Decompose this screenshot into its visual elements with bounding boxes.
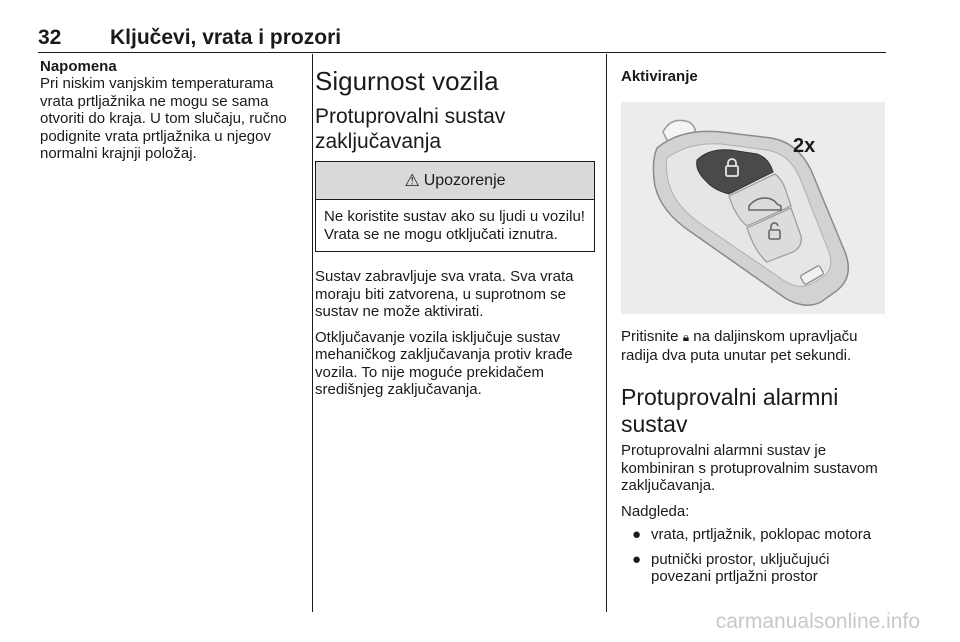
alarm-text: Protuprovalni alarmni sustav je kombiniran s protuprovalnim sustavom zaključavanja. [621, 442, 878, 494]
figure-label: 2x [793, 135, 816, 157]
chapter-title: Ključevi, vrata i prozori [110, 26, 342, 49]
note-title: Napomena [40, 58, 117, 75]
column-divider-right [606, 54, 607, 612]
warning-header [316, 162, 594, 200]
page-header [38, 26, 886, 52]
list-item: ● putnički prostor, uključujući povezani prtljažni prostor [632, 550, 830, 585]
key-fob-figure [621, 102, 885, 314]
warning-triangle-icon: ⚠ [404, 170, 420, 190]
key-fob-icon [621, 102, 885, 314]
column-1 [40, 58, 302, 163]
lock-icon: 🔒︎ [682, 330, 690, 344]
header-divider [38, 52, 886, 53]
paragraph-unlock-disables: Otključavanje vozila isključuje sustav mehaničkog zaključavanja protiv krađe vozila. To nije moguće prekidačem središnjeg zaključavanja. [315, 328, 573, 398]
warning-title: Upozorenje [423, 171, 506, 189]
column-3 [621, 58, 887, 586]
monitor-label: Nadgleda: [621, 502, 690, 520]
section-subheading: Protuprovalni sustav zaključavanja [315, 105, 506, 153]
activation-instruction [621, 328, 887, 364]
warning-box [315, 161, 595, 252]
warning-text: Ne koristite sustav ako su ljudi u vozilu! Vrata se ne mogu otključati iznutra. [324, 208, 585, 243]
instruction-before: Pritisnite [621, 328, 679, 345]
bullet-icon: ● [632, 550, 642, 568]
activation-title: Aktiviranje [621, 68, 698, 85]
page-number: 32 [38, 26, 62, 49]
column-2 [315, 58, 595, 399]
note-text: Pri niskim vanjskim temperaturama vrata prtljažnika ne mogu se sama otvoriti do kraja. U tom slučaju, ručno podignite vrata prtljažnika u njegov normalni krajnji položaj. [40, 75, 287, 162]
alarm-heading: Protuprovalni alarmni sustav [621, 384, 839, 437]
monitored-list [621, 526, 887, 586]
column-divider-left [312, 54, 313, 612]
instruction-after: na daljinskom upravljaču radija dva puta unutar pet sekundi. [621, 328, 858, 364]
watermark: carmanualsonline.info [715, 610, 920, 633]
paragraph-system-locks: Sustav zabravljuje sva vrata. Sva vrata moraju biti zatvorena, u suprotnom se sustav ne može aktivirati. [315, 268, 574, 320]
list-item: ● vrata, prtljažnik, poklopac motora [632, 526, 872, 543]
bullet-icon: ● [632, 526, 642, 543]
section-heading: Sigurnost vozila [315, 66, 499, 96]
